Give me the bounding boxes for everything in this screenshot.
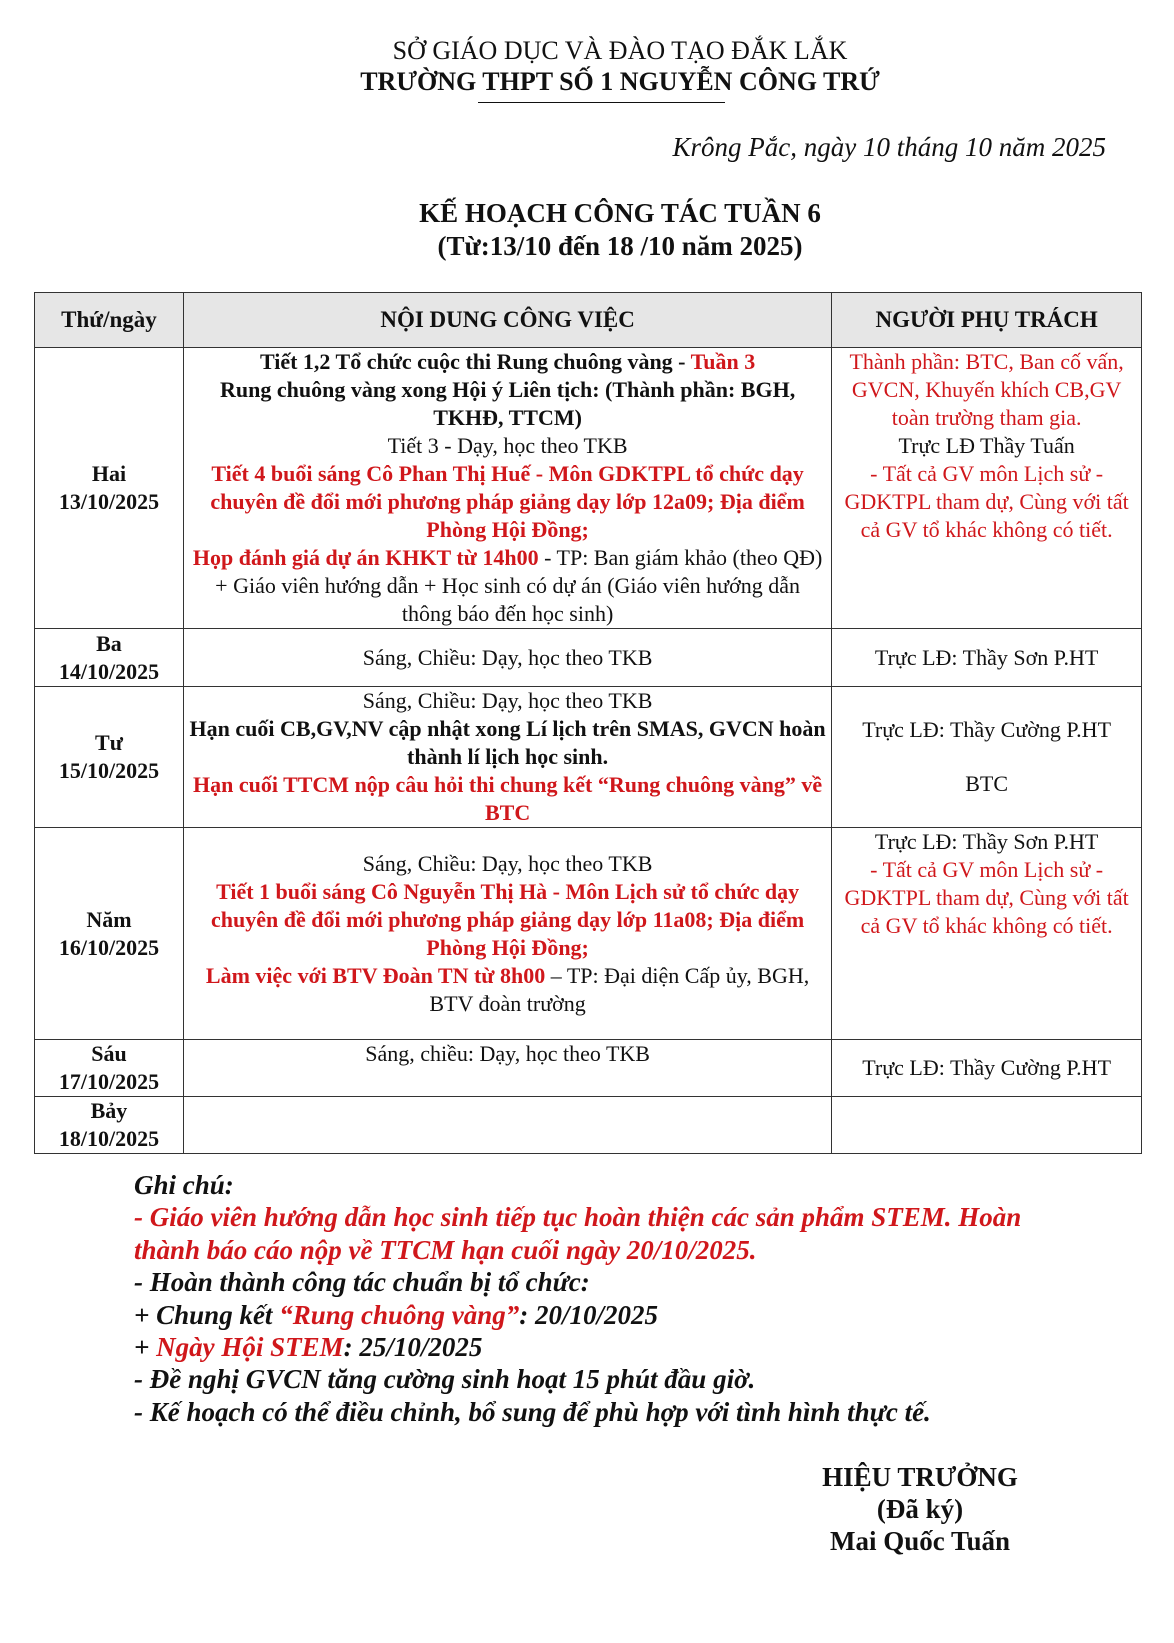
weekly-plan-table bbox=[34, 292, 1142, 1154]
column-header-content: NỘI DUNG CÔNG VIỆC bbox=[183, 293, 831, 348]
note-line: - Kế hoạch có thể điều chỉnh, bổ sung để phù hợp với tình hình thực tế. bbox=[134, 1396, 931, 1427]
owner-cell bbox=[832, 348, 1142, 629]
content-highlight: Làm việc với BTV Đoàn TN từ 8h00 bbox=[205, 962, 546, 988]
header-underline bbox=[478, 102, 725, 103]
owner-line: - Tất cả GV môn Lịch sử - GDKTPL tham dự, Cùng với tất cả GV tổ khác không có tiết. bbox=[844, 461, 1129, 542]
content-line: Tiết 3 - Dạy, học theo TKB bbox=[387, 433, 628, 458]
content-line: Sáng, Chiều: Dạy, học theo TKB bbox=[362, 644, 653, 670]
day-cell bbox=[35, 348, 184, 629]
column-header-day: Thứ/ngày bbox=[35, 293, 184, 348]
owner-line: Trực LĐ: Thầy Cường P.HT bbox=[862, 1055, 1112, 1080]
table-row-friday bbox=[35, 1040, 1142, 1097]
owner-line: Trực LĐ Thầy Tuấn bbox=[898, 433, 1075, 458]
school-name: TRƯỜNG THPT SỐ 1 NGUYỄN CÔNG TRỨ bbox=[360, 67, 880, 96]
owner-cell bbox=[832, 687, 1142, 828]
day-date: 18/10/2025 bbox=[58, 1126, 160, 1151]
note-line bbox=[134, 1299, 1114, 1331]
department-name: SỞ GIÁO DỤC VÀ ĐÀO TẠO ĐẮK LẮK bbox=[392, 36, 848, 65]
note-line: - Hoàn thành công tác chuẩn bị tổ chức: bbox=[134, 1267, 590, 1298]
note-line: - Giáo viên hướng dẫn học sinh tiếp tục hoàn thiện các sản phẩm STEM. Hoàn bbox=[134, 1202, 1022, 1233]
owner-line: Trực LĐ: Thầy Sơn P.HT bbox=[874, 644, 1099, 670]
content-cell bbox=[183, 1040, 831, 1097]
owner-spacer bbox=[836, 744, 1137, 770]
content-cell bbox=[183, 348, 831, 629]
owner-cell bbox=[832, 1040, 1142, 1097]
content-cell bbox=[183, 828, 831, 1040]
owner-line: Thành phần: BTC, Ban cố vấn, GVCN, Khuyến khích CB,GV toàn trường tham gia. bbox=[849, 349, 1124, 430]
content-line: Sáng, Chiều: Dạy, học theo TKB bbox=[362, 688, 653, 713]
note-text: + Chung kết bbox=[134, 1299, 280, 1330]
owner-cell bbox=[832, 828, 1142, 1040]
content-line bbox=[188, 348, 827, 376]
table-row-wednesday bbox=[35, 687, 1142, 828]
note-line bbox=[134, 1331, 1114, 1363]
note-line: - Đề nghị GVCN tăng cường sinh hoạt 15 phút đầu giờ. bbox=[134, 1364, 756, 1395]
document-title: KẾ HOẠCH CÔNG TÁC TUẦN 6 bbox=[419, 198, 821, 228]
note-text: : 25/10/2025 bbox=[343, 1332, 483, 1363]
content-line: Hạn cuối TTCM nộp câu hỏi thi chung kết “Rung chuông vàng” về BTC bbox=[193, 772, 823, 825]
table-row-tuesday bbox=[35, 629, 1142, 687]
column-header-owner: NGƯỜI PHỤ TRÁCH bbox=[832, 293, 1142, 348]
table-row-monday bbox=[35, 348, 1142, 629]
day-name: Năm bbox=[86, 906, 132, 932]
signer-role: HIỆU TRƯỞNG bbox=[822, 1462, 1018, 1492]
day-date: 13/10/2025 bbox=[58, 489, 160, 514]
day-name: Tư bbox=[95, 730, 123, 755]
day-date: 16/10/2025 bbox=[58, 934, 160, 960]
day-cell bbox=[35, 687, 184, 828]
place-date: Krông Pắc, ngày 10 tháng 10 năm 2025 bbox=[672, 132, 1106, 162]
signature-status: (Đã ký) bbox=[876, 1494, 964, 1524]
owner-line: Trực LĐ: Thầy Sơn P.HT bbox=[874, 829, 1099, 854]
note-highlight: Ngày Hội STEM bbox=[156, 1332, 344, 1363]
content-text: - TP: Ban giám khảo (theo QĐ) + Giáo viên hướng dẫn + Học sinh có dự án (Giáo viên hướng dẫn thông báo đến học sinh) bbox=[215, 545, 823, 626]
day-name: Hai bbox=[91, 461, 127, 486]
day-date: 17/10/2025 bbox=[58, 1069, 160, 1094]
day-date: 14/10/2025 bbox=[58, 658, 160, 684]
day-name: Ba bbox=[96, 630, 122, 656]
content-cell bbox=[183, 1097, 831, 1154]
table-header-row bbox=[35, 293, 1142, 348]
table-row-saturday bbox=[35, 1097, 1142, 1154]
note-line: thành báo cáo nộp về TTCM hạn cuối ngày 20/10/2025. bbox=[134, 1234, 757, 1265]
content-line: Hạn cuối CB,GV,NV cập nhật xong Lí lịch trên SMAS, GVCN hoàn thành lí lịch học sinh. bbox=[189, 716, 826, 769]
day-date: 15/10/2025 bbox=[58, 758, 160, 783]
content-line: Sáng, chiều: Dạy, học theo TKB bbox=[365, 1041, 650, 1066]
table-row-thursday bbox=[35, 828, 1142, 1040]
day-cell bbox=[35, 1097, 184, 1154]
note-highlight: “Rung chuông vàng” bbox=[279, 1299, 520, 1330]
owner-cell bbox=[832, 629, 1142, 687]
content-highlight: Họp đánh giá dự án KHKT từ 14h00 bbox=[192, 545, 539, 570]
signer-name: Mai Quốc Tuấn bbox=[829, 1526, 1011, 1556]
content-line: Tiết 4 buổi sáng Cô Phan Thị Huế - Môn GDKTPL tổ chức dạy chuyên đề đổi mới phương pháp giảng dạy lớp 12a09; Địa điểm Phòng Hội Đồng; bbox=[210, 461, 805, 542]
day-name: Bảy bbox=[90, 1098, 128, 1123]
day-name: Sáu bbox=[91, 1041, 127, 1066]
content-text: Tiết 1,2 Tổ chức cuộc thi Rung chuông vàng - bbox=[259, 349, 691, 374]
notes-section bbox=[134, 1169, 1114, 1428]
note-text: : 20/10/2025 bbox=[519, 1299, 659, 1330]
owner-line: Trực LĐ: Thầy Cường P.HT bbox=[862, 717, 1112, 742]
content-line: Tiết 1 buổi sáng Cô Nguyễn Thị Hà - Môn Lịch sử tổ chức dạy chuyên đề đổi mới phương pháp giảng dạy lớp 11a08; Địa điểm Phòng Hội Đồng; bbox=[211, 878, 805, 960]
signature-block bbox=[760, 1461, 1080, 1557]
content-text: – TP: Đại diện Cấp ủy, BGH, BTV đoàn trường bbox=[429, 962, 810, 1016]
notes-heading: Ghi chú: bbox=[134, 1170, 234, 1200]
content-line bbox=[188, 962, 827, 1018]
content-highlight: Tuần 3 bbox=[690, 349, 756, 374]
note-text: + bbox=[134, 1332, 157, 1363]
document-date-range: (Từ:13/10 đến 18 /10 năm 2025) bbox=[437, 231, 803, 261]
owner-line: BTC bbox=[965, 771, 1009, 796]
owner-cell bbox=[832, 1097, 1142, 1154]
day-cell bbox=[35, 629, 184, 687]
content-line: Rung chuông vàng xong Hội ý Liên tịch: (Thành phần: BGH, TKHĐ, TTCM) bbox=[219, 377, 796, 430]
owner-line: - Tất cả GV môn Lịch sử - GDKTPL tham dự, Cùng với tất cả GV tổ khác không có tiết. bbox=[844, 857, 1129, 938]
content-line bbox=[188, 544, 827, 628]
day-cell bbox=[35, 1040, 184, 1097]
day-cell bbox=[35, 828, 184, 1040]
content-line: Sáng, Chiều: Dạy, học theo TKB bbox=[362, 850, 653, 876]
content-cell bbox=[183, 687, 831, 828]
content-cell bbox=[183, 629, 831, 687]
